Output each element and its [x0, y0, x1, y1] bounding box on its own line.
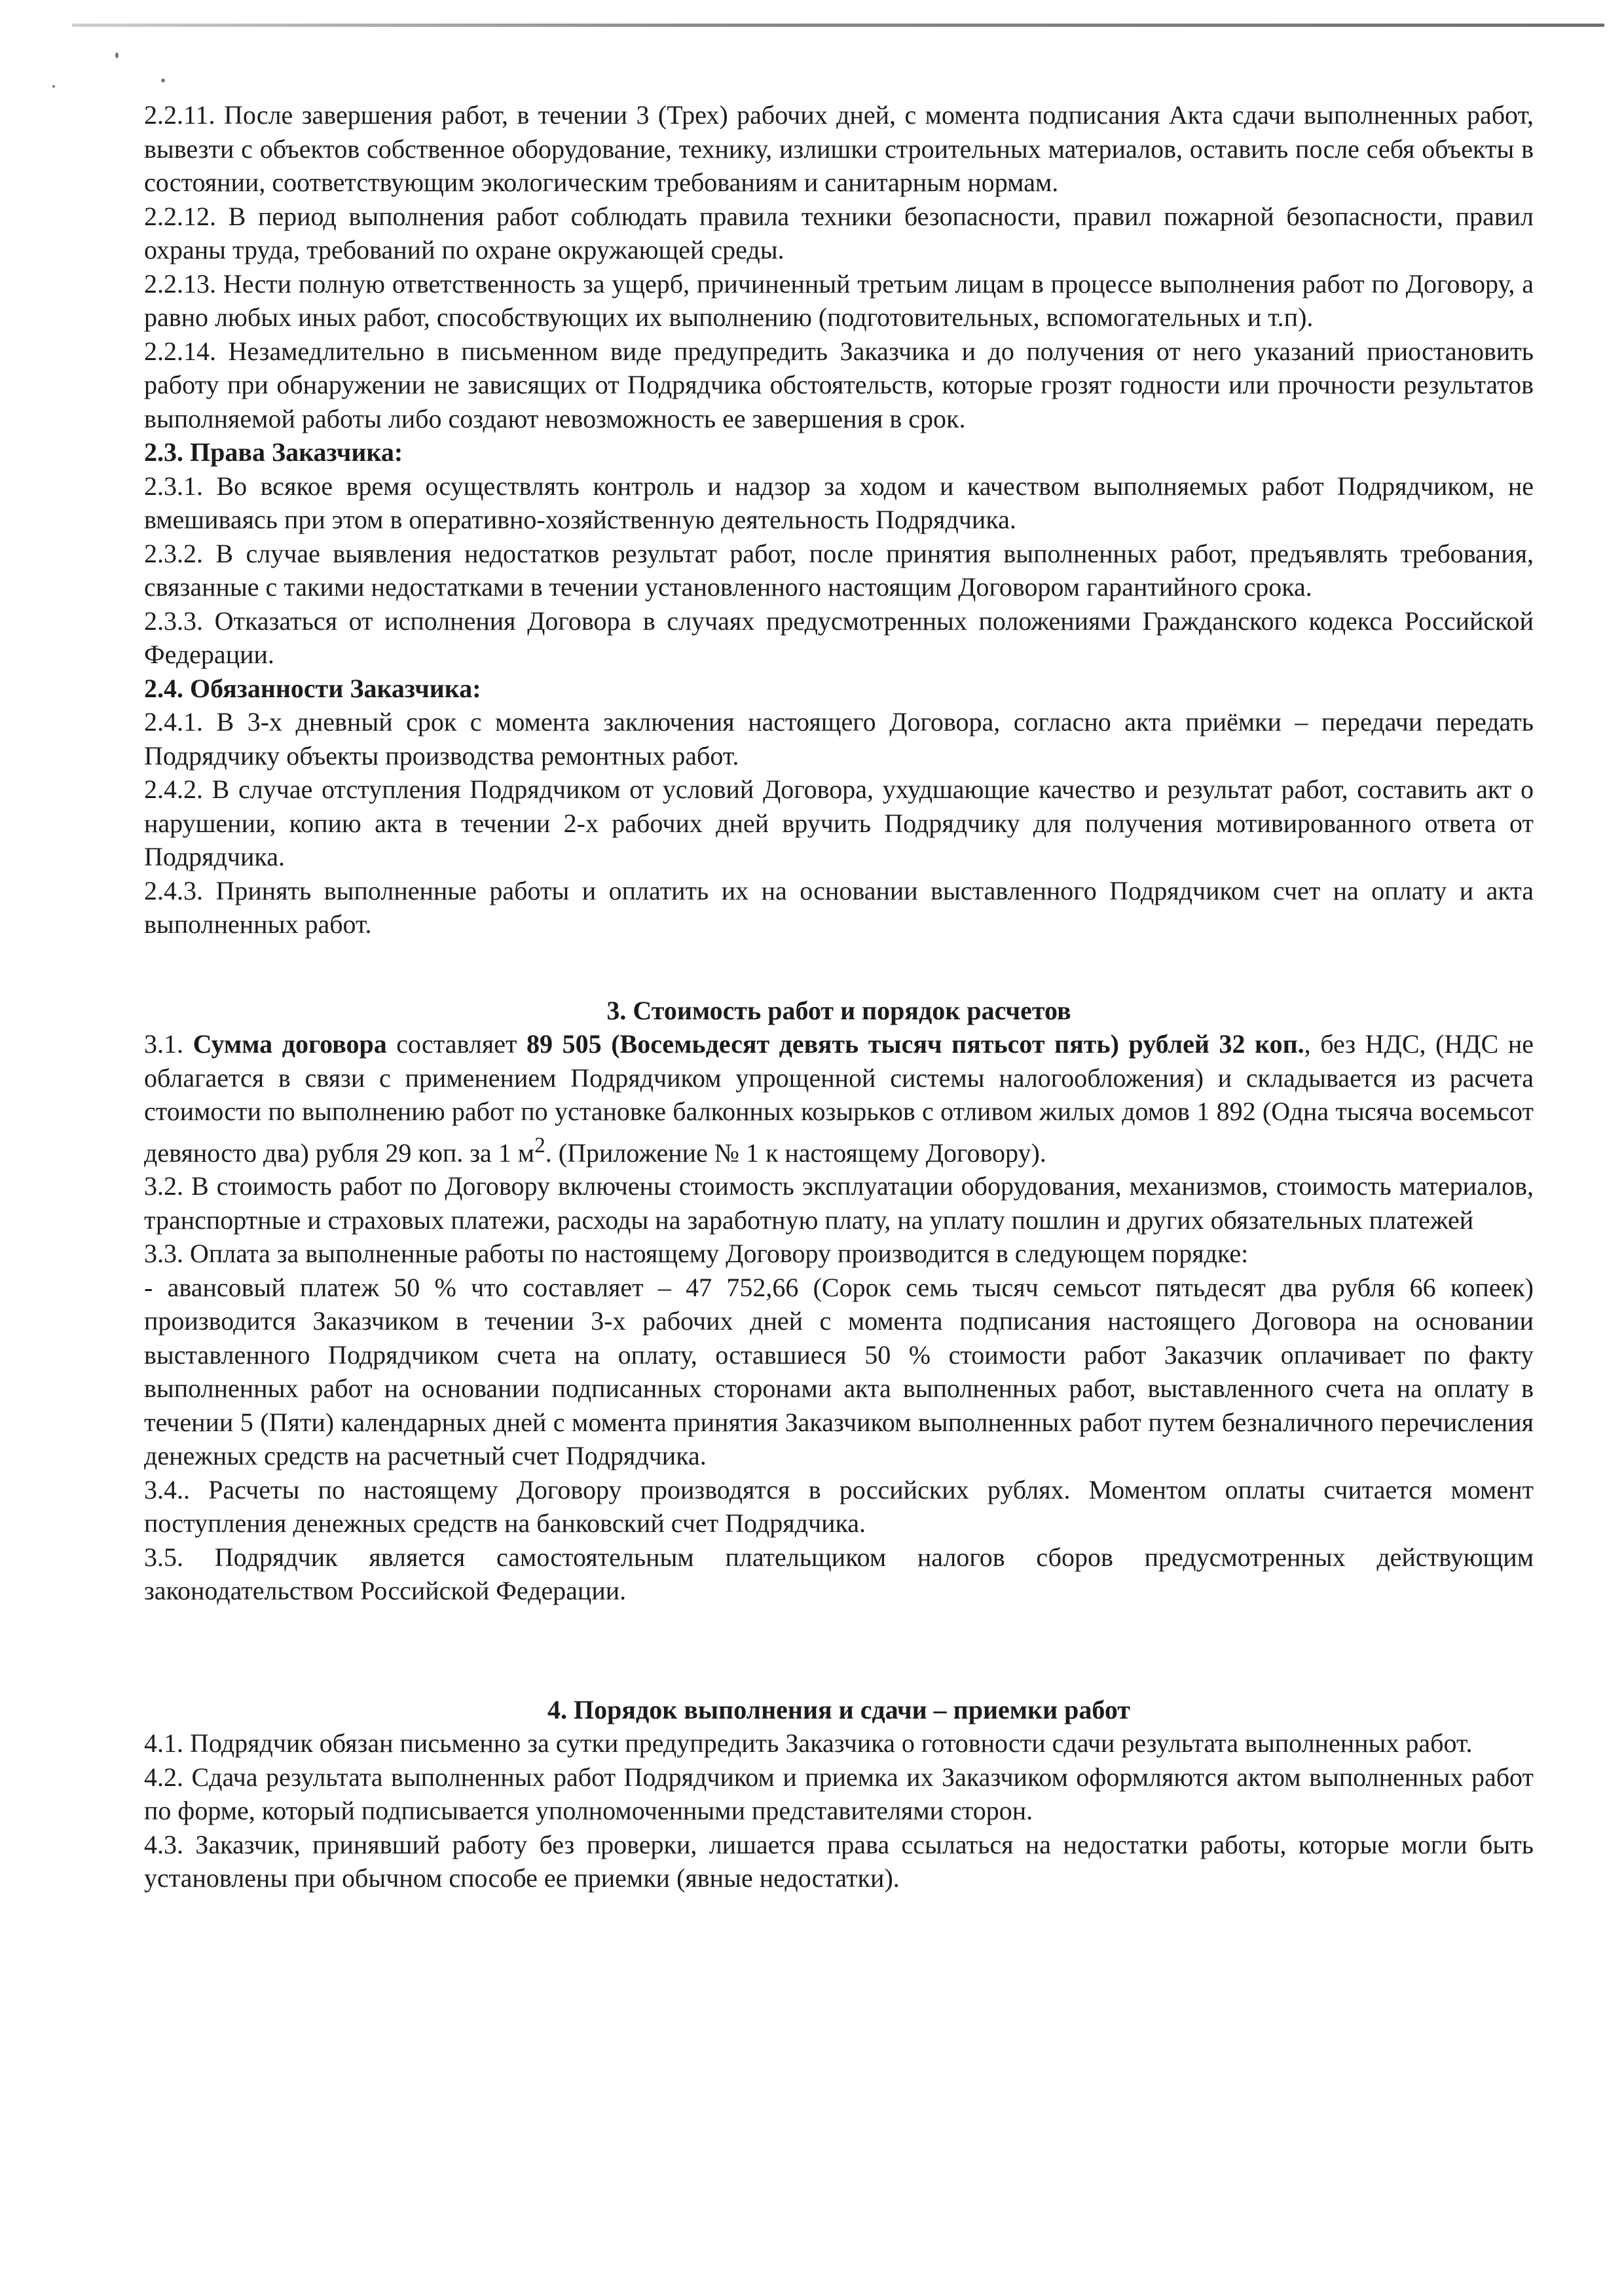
clause-2-2-11: 2.2.11. После завершения работ, в течении 3 (Трех) рабочих дней, с момента подписания Акта сдачи выполненных работ, вывезти с объектов собственное оборудование, технику, излишки строительных материалов, оставить после себя объекты в состоянии, соответствующим экологическим требованиям и санитарным нормам. — [144, 100, 1534, 197]
clause-2-2-12: 2.2.12. В период выполнения работ соблюдать правила техники безопасности, правил пожарной безопасности, правил охраны труда, требований по охране окружающей среды. — [144, 201, 1534, 264]
clause-4-3: 4.3. Заказчик, принявший работу без проверки, лишается права ссылаться на недостатки работы, которые могли быть установлены при обычном способе ее приемки (явные недостатки). — [144, 1829, 1534, 1893]
clause-3-3: 3.3. Оплата за выполненные работы по настоящему Договору производится в следующем порядке: — [144, 1239, 1249, 1269]
clause-3-4: 3.4.. Расчеты по настоящему Договору производятся в российских рублях. Моментом оплаты считается момент поступления денежных средств на банковский счет Подрядчика. — [144, 1474, 1534, 1539]
clause-3-1-number: 3.1. — [144, 1029, 193, 1059]
clause-2-3-1: 2.3.1. Во всякое время осуществлять контроль и надзор за ходом и качеством выполняемых работ Подрядчиком, не вмешиваясь при этом в оперативно-хозяйственную деятельность Подрядчика. — [144, 471, 1534, 534]
square-superscript: 2 — [534, 1133, 545, 1157]
spacer — [144, 1608, 1534, 1693]
heading-2-3: 2.3. Права Заказчика: — [144, 437, 403, 467]
contract-sum-label: Сумма договора — [193, 1029, 387, 1059]
scan-speck — [115, 52, 119, 58]
heading-2-4: 2.4. Обязанности Заказчика: — [144, 673, 481, 703]
scan-speck — [161, 79, 165, 82]
section-3-heading: 3. Стоимость работ и порядок расчетов — [606, 995, 1071, 1025]
clause-3-1-text: , без НДС, (НДС не облагается в связи с применением Подрядчиком упрощенной системы налогообложения) и складывается из расчета стоимости по выполнению работ по установке балконных козырьков с отливом жилых домов 1 892 (Одна тысяча восемьсот девяносто два) рубля 29 коп. за 1 м — [144, 1029, 1534, 1167]
clause-2-2-14: 2.2.14. Незамедлительно в письменном виде предупредить Заказчика и до получения от него указаний приостановить работу при обнаружении не зависящих от Подрядчика обстоятельств, которые грозят годности или прочности результатов выполняемой работы либо создают невозможность ее завершения в срок. — [144, 336, 1534, 433]
clause-2-3-3: 2.3.3. Отказаться от исполнения Договора в случаях предусмотренных положениями Гражданского кодекса Российской Федерации. — [144, 606, 1534, 669]
clause-3-3-advance: - авансовый платеж 50 % что составляет – 47 752,66 (Сорок семь тысяч семьсот пятьдесят два рубля 66 копеек) производится Заказчиком в течении 3-х рабочих дней с момента подписания настоящего Договора на основании выставленного Подрядчиком счета на оплату, оставшиеся 50 % стоимости работ Заказчик оплачивает по факту выполненных работ на основании подписанных сторонами акта выполненных работ, выставленного счета на оплату в течении 5 (Пяти) календарных дней с момента принятия Заказчиком выполненных работ путем безналичного перечисления денежных средств на расчетный счет Подрядчика. — [144, 1272, 1534, 1471]
section-4-heading: 4. Порядок выполнения и сдачи – приемки работ — [547, 1694, 1130, 1724]
clause-3-1-appendix: . (Приложение № 1 к настоящему Договору). — [545, 1137, 1046, 1167]
clause-2-4-1: 2.4.1. В 3-х дневный срок с момента заключения настоящего Договора, согласно акта приёмки – передачи передать Подрядчику объекты производства ремонтных работ. — [144, 707, 1534, 771]
contract-sum-amount: 89 505 (Восемьдесят девять тысяч пятьсот пять) рублей 32 коп. — [526, 1029, 1304, 1059]
clause-3-1 — [144, 1027, 1534, 1169]
clause-3-1-verb: составляет — [386, 1029, 527, 1059]
clause-2-4-2: 2.4.2. В случае отступления Подрядчиком от условий Договора, ухудшающие качество и результат работ, составить акт о нарушении, копию акта в течении 2-х рабочих дней вручить Подрядчику для получения мотивированного ответа от Подрядчика. — [144, 774, 1534, 871]
clause-3-2: 3.2. В стоимость работ по Договору включены стоимость эксплуатации оборудования, механизмов, стоимость материалов, транспортные и страховых платежи, расходы на заработную плату, на уплату пошлин и других обязательных платежей — [144, 1171, 1534, 1235]
scan-top-edge — [72, 24, 1604, 27]
clause-4-2: 4.2. Сдача результата выполненных работ Подрядчиком и приемка их Заказчиком оформляются актом выполненных работ по форме, который подписывается уполномоченными представителями сторон. — [144, 1762, 1534, 1826]
clause-4-1: 4.1. Подрядчик обязан письменно за сутки предупредить Заказчика о готовности сдачи результата выполненных работ. — [144, 1728, 1473, 1758]
spacer — [144, 941, 1534, 994]
clause-2-2-13: 2.2.13. Нести полную ответственность за ущерб, причиненный третьим лицам в процессе выполнения работ по Договору, а равно любых иных работ, способствующих их выполнению (подготовительных, вспомогательных и т.п). — [144, 268, 1534, 332]
clause-3-5: 3.5. Подрядчик является самостоятельным плательщиком налогов сборов предусмотренных действующим законодательством Российской Федерации. — [144, 1542, 1534, 1606]
scan-speck — [52, 85, 55, 88]
clause-2-3-2: 2.3.2. В случае выявления недостатков результат работ, после принятия выполненных работ, предъявлять требования, связанные с такими недостатками в течении установленного настоящим Договором гарантийного срока. — [144, 538, 1534, 602]
document-page — [144, 98, 1534, 1895]
clause-2-4-3: 2.4.3. Принять выполненные работы и оплатить их на основании выставленного Подрядчиком счет на оплату и акта выполненных работ. — [144, 875, 1534, 939]
